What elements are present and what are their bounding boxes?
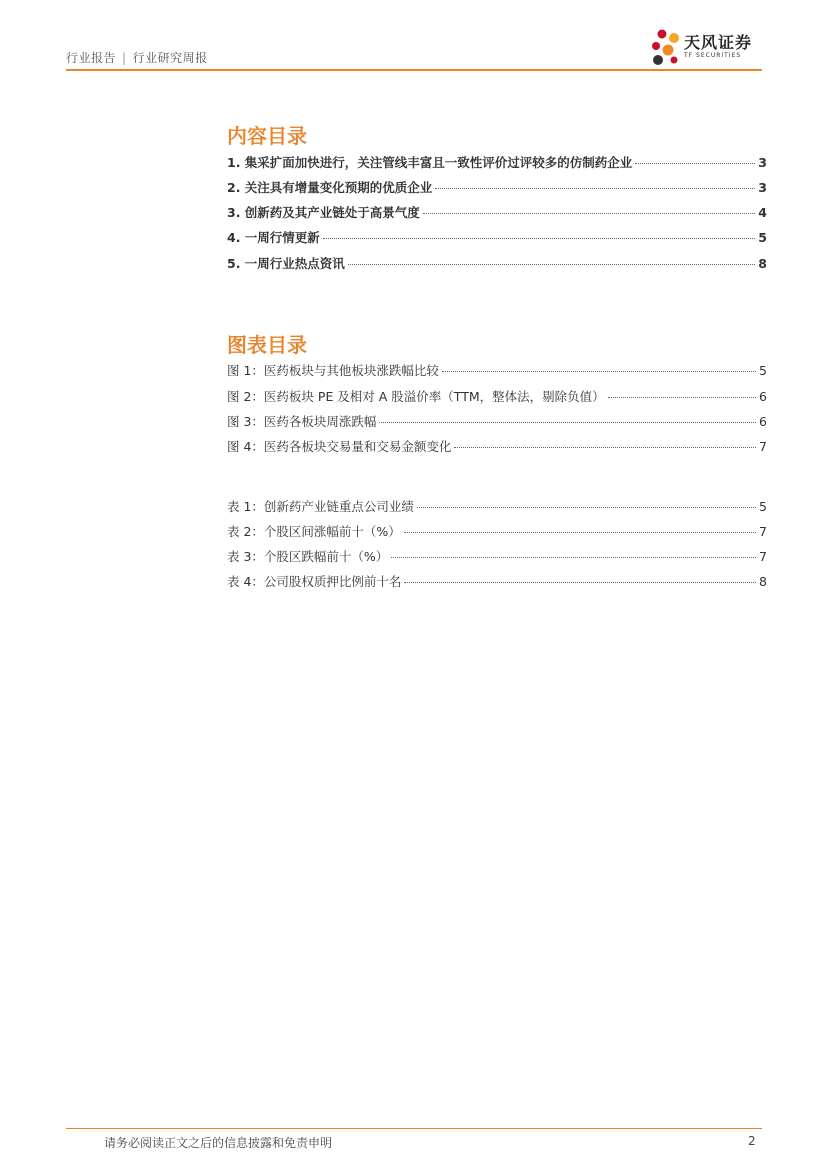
- toc-leader: [454, 447, 756, 448]
- figure-item-label: 图 4：医药各板块交易量和交易金额变化: [227, 439, 452, 454]
- table-item-label: 表 3：个股区跌幅前十（%）: [227, 549, 389, 564]
- toc-item-label: 2. 关注具有增量变化预期的优质企业: [227, 180, 433, 195]
- toc-item-label: 5. 一周行业热点资讯: [227, 256, 345, 271]
- logo-subtext: TF SECURITIES: [684, 52, 742, 59]
- footer-divider: [66, 1128, 762, 1129]
- report-subcategory: 行业研究周报: [132, 51, 208, 65]
- toc-item[interactable]: [227, 203, 767, 221]
- toc-item[interactable]: [227, 178, 767, 196]
- toc-leader: [423, 213, 755, 214]
- table-item-label: 表 4：公司股权质押比例前十名: [227, 574, 402, 589]
- figure-item-label: 图 3：医药各板块周涨跌幅: [227, 414, 377, 429]
- toc-leader: [404, 582, 756, 583]
- table-item-label: 表 2：个股区间涨幅前十（%）: [227, 524, 401, 539]
- table-item[interactable]: [227, 522, 767, 540]
- toc-leader: [608, 397, 756, 398]
- toc-item-page: 4: [758, 205, 767, 220]
- table-item-label: 表 1：创新药产业链重点公司业绩: [227, 499, 414, 514]
- header-divider: [66, 69, 762, 71]
- table-item-page: 7: [759, 549, 767, 564]
- toc-item-label: 1. 集采扩面加快进行，关注管线丰富且一致性评价过评较多的仿制药企业: [227, 155, 633, 170]
- company-logo: [648, 26, 768, 70]
- figure-item-page: 6: [759, 414, 767, 429]
- figure-item-label: 图 2：医药板块 PE 及相对 A 股溢价率（TTM，整体法，剔除负值）: [227, 389, 605, 404]
- toc-item-page: 8: [758, 256, 767, 271]
- figure-item[interactable]: [227, 412, 767, 430]
- figure-item-page: 5: [759, 363, 767, 378]
- toc-leader: [348, 264, 755, 265]
- page-number: 2: [748, 1134, 756, 1148]
- toc-leader: [323, 238, 755, 239]
- logo-text: 天风证券: [684, 33, 753, 52]
- toc-leader: [417, 507, 756, 508]
- toc-item-page: 3: [758, 180, 767, 195]
- toc-item-page: 3: [758, 155, 767, 170]
- figure-item[interactable]: [227, 361, 767, 379]
- figure-item-page: 6: [759, 389, 767, 404]
- toc-item-label: 4. 一周行情更新: [227, 230, 320, 245]
- table-item[interactable]: [227, 572, 767, 590]
- table-item[interactable]: [227, 547, 767, 565]
- toc-leader: [635, 163, 755, 164]
- toc-leader: [442, 371, 756, 372]
- table-item-page: 8: [759, 574, 767, 589]
- toc-leader: [404, 532, 756, 533]
- table-item-page: 7: [759, 524, 767, 539]
- figure-item[interactable]: [227, 387, 767, 405]
- toc-item[interactable]: [227, 153, 767, 171]
- table-item-page: 5: [759, 499, 767, 514]
- figure-item-page: 7: [759, 439, 767, 454]
- footer-disclaimer: 请务必阅读正文之后的信息披露和免责申明: [104, 1136, 333, 1150]
- toc-item[interactable]: [227, 254, 767, 272]
- toc-leader: [379, 422, 756, 423]
- report-category: 行业报告: [66, 51, 117, 65]
- toc-item-label: 3. 创新药及其产业链处于高景气度: [227, 205, 420, 220]
- toc-item-page: 5: [758, 230, 767, 245]
- toc-leader: [435, 188, 755, 189]
- figure-item-label: 图 1：医药板块与其他板块涨跌幅比较: [227, 363, 439, 378]
- header-breadcrumb: [66, 49, 208, 66]
- contents-title: 内容目录: [227, 124, 307, 148]
- figure-item[interactable]: [227, 437, 767, 455]
- figures-title: 图表目录: [227, 333, 307, 357]
- toc-leader: [391, 557, 756, 558]
- header-separator: |: [122, 51, 127, 65]
- logo-flower-icon: [648, 26, 684, 70]
- table-item[interactable]: [227, 497, 767, 515]
- toc-item[interactable]: [227, 228, 767, 246]
